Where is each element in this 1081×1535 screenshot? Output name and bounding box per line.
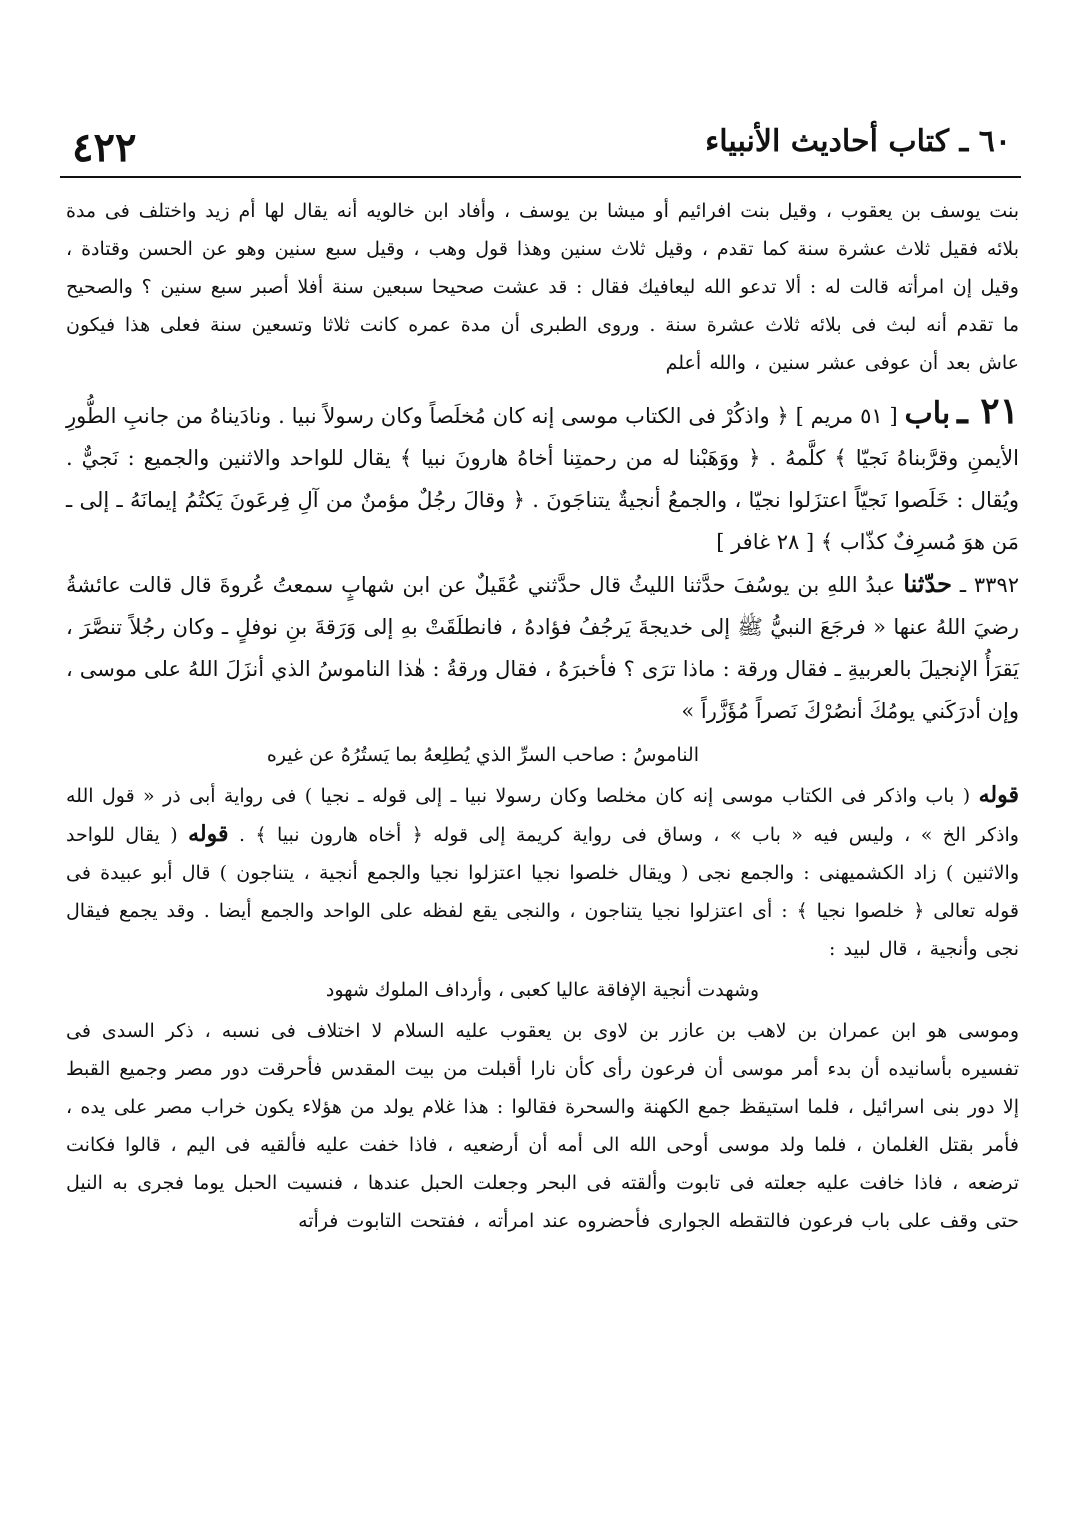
commentary-text-3: وموسى هو ابن عمران بن لاهب بن عازر بن لاوى بن يعقوب عليه السلام لا اختلاف فى نسبه ، ذكر السدى فى تفسيره بأسانيده أن بدء أمر موسى أن فرعون رأى كأن نارا أقبلت من بيت المقدس فأحرقت دور مصر وجميع القبط إلا دور بنى اسرائيل ، فلما استيقظ جمع الكهنة والسحرة فقالوا : هذا غلام يولد من هؤلاء يكون خراب مصر على يده ، فأمر بقتل الغلمان ، فلما ولد موسى أوحى الله الى أمه أن أرضعيه ، فاذا خفت عليه فألقيه فى اليم ، قالوا فكانت ترضعه ، فاذا خافت عليه جعلته فى تابوت وألقته فى البحر وجعلت الحبل عندها ، فنسيت الحبل يوما فجرى به النيل حتى وقف على باب فرعون فالتقطه الجوارى فأحضروه عند امرأته ، ففتحت التابوت فرأته (66, 1020, 1019, 1232)
hadith-text: عبدُ اللهِ بن يوسُفَ حدَّثنا الليثُ قال حدَّثني عُقَيلٌ عن ابن شهابٍ سمعتُ عُروةَ قال قالت عائشةُ رضيَ اللهُ عنها « فرجَعَ النبيُّ ﷺ إلى خديجةَ يَرجُفُ فؤادهُ ، فانطلَقَتْ بهِ إلى وَرَقةَ بنِ نوفلٍ ـ وكان رجُلاً تنصَّرَ ، يَقرَأُ الإنجيلَ بالعربيةِ ـ فقال ورقة : ماذا ترَى ؟ فأخبرَهُ ، فقال ورقةُ : هٰذا الناموسُ الذي أنزَلَ اللهُ على موسى ، وإن أدرَكَني يومُكَ أنصُرْكَ نَصراً مُؤَزَّراً » (66, 573, 1019, 723)
running-title: ٦٠ ـ كتاب أحاديث الأنبياء (705, 124, 1011, 159)
commentary-continuation: بنت يوسف بن يعقوب ، وقيل بنت افرائيم أو ميشا بن يوسف ، وأفاد ابن خالويه أنه يقال لها أم زيد واختلف فى مدة بلائه فقيل ثلاث عشرة سنة كما تقدم ، وقيل ثلاث سنين وهذا قول وهب ، وقيل سبع سنين وهو عن الحسن وقتادة ، وقيل إن امرأته قالت له : ألا تدعو الله ليعافيك فقال : قد عشت صحيحا سبعين سنة أفلا أصبر سبع سنين ؟ والصحيح ما تقدم أنه لبث فى بلائه ثلاث عشرة سنة . وروى الطبرى أن مدة عمره كانت ثلاثا وتسعين سنة فعلى هذا فيكون عاش بعد أن عوفى عشر سنين ، والله أعلم (66, 200, 1019, 374)
poetry-verse: وشهدت أنجية الإفاقة عاليا كعبى ، وأرداف الملوك شهود (325, 979, 760, 1001)
gloss-note: الناموسُ : صاحب السرِّ الذي يُطلِعهُ بما يَستُرُهُ عن غيره (266, 744, 699, 766)
chapter-word: باب (904, 396, 951, 431)
commentary-block (66, 776, 1019, 968)
header-rule (60, 176, 1021, 178)
chapter-ref: [ ٥١ مريم ] (795, 404, 898, 428)
chapter-block (66, 390, 1019, 563)
page-body (66, 192, 1019, 1240)
commentary-text-2: ( يقال للواحد والاثنين ) زاد الكشميهنى : والجمع نجى ( ويقال خلصوا نجيا اعتزلوا نجيا والجمع أنجية ، يتناجون ) قال أبو عبيدة فى قوله تعالى ﴿ خلصوا نجيا ﴾ : أى اعتزلوا نجيا يتناجون ، والنجى يقع لفظه على الواحد والجمع أيضا . وقد يجمع فيقال نجى وأنجية ، قال لبيد : (66, 824, 1019, 960)
commentary-keyword-2: قوله (188, 821, 229, 847)
hadith-block (66, 563, 1019, 732)
commentary-text-1: ( باب واذكر فى الكتاب موسى إنه كان مخلصا وكان رسولا نبيا ـ إلى قوله ـ نجيا ) فى رواية أبى ذر « قول الله واذكر الخ » ، وليس فيه « باب » ، وساق فى رواية كريمة إلى قوله ﴿ أخاه هارون نبيا ﴾ . (66, 785, 1019, 846)
chapter-text: ﴿ واذكُرْ فى الكتاب موسى إنه كان مُخلَصاً وكان رسولاً نبيا . ونادَيناهُ من جانبِ الطُّورِ الأيمنِ وقرَّبناهُ نَجيّا ﴾ كلَّمهُ . ﴿ ووَهَبْنا له من رحمتِنا أخاهُ هارونَ نبيا ﴾ يقال للواحد والاثنين والجميع : نَجيٌّ . ويُقال : خَلَصوا نَجيّاً اعتزَلوا نجيّا ، والجمعُ أنجيةٌ يتناجَونَ . ﴿ وقالَ رجُلٌ مؤمنٌ من آلِ فِرعَونَ يَكتُمُ إيمانَهُ ـ إلى ـ مَن هوَ مُسرِفٌ كذّاب ﴾ [ ٢٨ غافر ] (66, 404, 1019, 554)
page-header (60, 118, 1021, 171)
hadith-number: ٣٣٩٢ ـ (959, 573, 1020, 597)
commentary-keyword: قوله (978, 782, 1019, 808)
hadith-lead: حدّثنا (903, 569, 952, 598)
chapter-number: ٢١ ـ (957, 390, 1019, 432)
page-number: ٤٢٢ (72, 124, 137, 171)
